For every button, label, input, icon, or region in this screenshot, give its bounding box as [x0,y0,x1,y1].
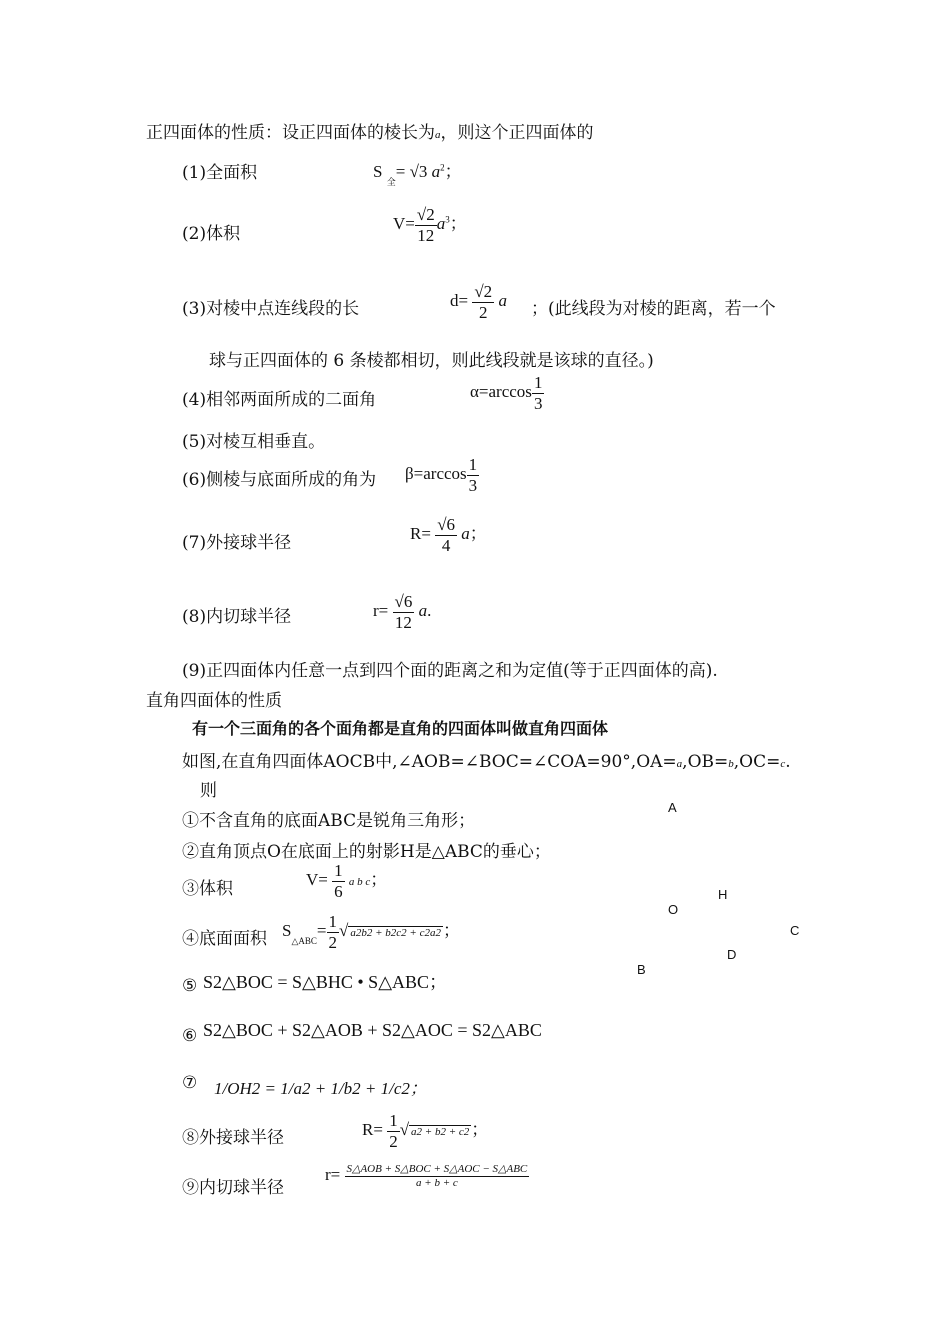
formula-eq: =arccos [413,463,467,483]
setup-var-b: b [728,758,734,770]
item-7-label: (7)外接球半径 [182,533,292,553]
formula-lhs: α [470,381,479,401]
formula-lhs: S [282,920,292,940]
item-3-continuation: 球与正四面体的 6 条棱都相切，则此线段就是该球的直径。) [209,351,654,371]
figure-label-h: H [718,887,728,902]
setup-text-ob: ,OB= [682,752,729,772]
setup-text: 如图,在直角四面体AOCB中,∠AOB=∠BOC=∠COA=90°,OA= [182,752,677,772]
item-6-label: (6)侧棱与底面所成的角为 [182,470,377,490]
fraction-denominator: 3 [533,393,543,413]
item-5-label: (5)对棱互相垂直。 [182,432,326,452]
fraction-numerator: 1 [468,455,478,474]
item-3-label: (3)对棱中点连线段的长 [182,299,360,319]
prop-9-formula [325,1163,529,1189]
prop-4-formula: $S_{\triangle ABC}=$ $\frac{1}{2}$ √ a2b2 + b2c2 + c2a2 ； [282,912,460,952]
intro-text: 正四面体的性质：设正四面体的棱长为 [146,123,435,143]
item-7-formula [410,515,487,555]
figure-label-d: D [727,947,737,962]
item-1-formula [373,157,462,187]
item-8-label: (8)内切球半径 [182,607,292,627]
formula-var: a [431,162,441,181]
item-9-label: (9)正四面体内任意一点到四个面的距离之和为定值(等于正四面体的高). [182,661,718,681]
formula-lhs: d= [450,290,469,310]
item-4-formula [470,373,544,413]
figure-label-c: C [790,923,800,938]
setup-var-c: c [780,758,786,770]
fraction-numerator: 1 [328,912,337,931]
formula-tail: ； [471,1119,489,1139]
setup-end: . [785,752,791,772]
prop-3-label: ③体积 [182,879,233,899]
formula-lhs: S [373,162,383,181]
formula-exp: 3 [445,214,450,225]
fraction-denominator: a + b + c [416,1176,458,1189]
radicand: a2 + b2 + c2 [411,1125,470,1138]
fraction-numerator: √6 [394,592,413,611]
setup-text-oc: ,OC= [733,752,781,772]
formula-sub: △ABC [291,935,317,946]
formula-var: a [498,290,507,310]
formula-lhs: r= [373,600,389,620]
fraction-denominator: 2 [328,932,337,952]
formula-var: a [436,213,446,233]
item-4-label: (4)相邻两面所成的二面角 [182,390,377,410]
formula-lhs: R= [362,1119,383,1139]
fraction-denominator: 6 [334,881,343,901]
formula-tail: . [427,600,432,620]
fraction-numerator: √2 [416,205,435,224]
prop-1: ①不含直角的底面ABC是锐角三角形； [182,811,476,831]
prop-8-label: ⑧外接球半径 [182,1128,284,1148]
formula-eq: = [395,162,406,181]
item-6-formula [405,455,479,495]
prop-3-formula [306,861,387,901]
figure-label-a: A [668,800,677,815]
prop-6-label: ⑥ [182,1026,198,1046]
formula-tail: ； [370,869,388,889]
formula-root: √3 [409,162,428,181]
fraction-numerator: √2 [474,282,493,301]
fraction-denominator: 12 [394,612,412,632]
fraction-denominator: 2 [389,1131,398,1151]
section-heading: 直角四面体的性质 [146,691,282,711]
intro-line [146,118,594,143]
formula-tail: ； [469,523,487,543]
item-1-label: (1)全面积 [182,163,258,183]
prop-5-formula: S2△BOC = S△BHC • S△ABC； [203,972,448,992]
fraction-denominator: 4 [441,535,451,555]
formula-tail: ； [449,213,467,233]
formula-lhs: β [405,463,414,483]
then-word: 则 [200,781,217,801]
prop-5-label: ⑤ [182,976,198,996]
radicand: a2b2 + b2c2 + c2a2 [350,926,441,939]
fraction-numerator: 1 [334,861,343,880]
intro-var: a [435,129,441,141]
formula-vars: a b c [348,875,371,888]
formula-eq: = [316,920,327,940]
item-8-formula [373,592,431,632]
fraction-denominator: 3 [468,475,478,495]
item-3-tail: ；(此线段为对棱的距离，若一个 [531,299,776,319]
fraction-numerator: √6 [437,515,456,534]
formula-lhs: V= [393,213,415,233]
prop-2: ②直角顶点O在底面上的射影H是△ABC的垂心； [182,842,551,862]
formula-exp: 2 [440,162,445,173]
item-3-formula [450,282,507,322]
prop-7-formula: 1/OH2 = 1/a2 + 1/b2 + 1/c2； [214,1079,427,1098]
formula-sub: 全 [386,177,396,187]
formula-lhs: R= [410,523,431,543]
formula-var: a [418,600,428,620]
fraction-denominator: 12 [417,225,435,245]
formula-lhs: r= [325,1165,341,1185]
section-definition: 有一个三面角的各个面角都是直角的四面体叫做直角四面体 [192,719,609,738]
formula-eq: =arccos [478,381,532,401]
setup-var-a: a [676,758,683,770]
figure-label-o: O [668,902,679,917]
fraction-numerator: 1 [533,373,543,392]
intro-text-end: ，则这个正四面体的 [440,123,594,143]
fraction-numerator: S△AOB + S△BOC + S△AOC − S△ABC [346,1163,528,1175]
formula-lhs: V= [306,869,328,889]
prop-9-label: ⑨内切球半径 [182,1178,284,1198]
formula-tail: ； [442,920,460,940]
item-2-formula [393,205,467,245]
prop-4-label: ④底面面积 [182,929,267,949]
formula-tail: ； [444,162,462,181]
fraction-numerator: 1 [389,1111,398,1130]
item-2-label: (2)体积 [182,224,241,244]
prop-7-label: ⑦ [182,1073,198,1093]
prop-8-formula: R= $\frac{1}{2}$ √ a2 + b2 + c2 ； [362,1111,489,1151]
prop-6-formula: S2△BOC + S2△AOB + S2△AOC = S2△ABC [203,1020,542,1040]
figure-label-b: B [637,962,646,977]
setup-line [182,747,791,772]
formula-var: a [461,523,470,543]
fraction-denominator: 2 [479,302,488,322]
